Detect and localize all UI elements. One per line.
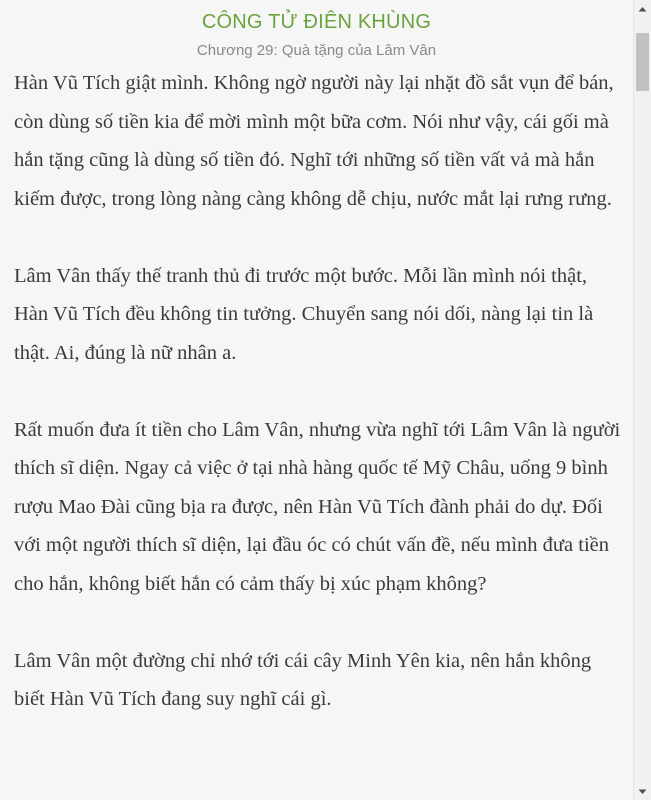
triangle-up-icon bbox=[638, 6, 647, 12]
paragraph: Rất muốn đưa ít tiền cho Lâm Vân, nhưng vừa nghĩ tới Lâm Vân là người thích sĩ diện. Ngay cả việc ở tại nhà hàng quốc tế Mỹ Châu, uống 9 bình rượu Mao Đài cũng bịa ra được, nên Hàn Vũ Tích đành phải do dự. Đối với một người thích sĩ diện, lại đầu óc có chút vấn đề, nếu mình đưa tiền cho hắn, không biết hắn có cảm thấy bị xúc phạm không? bbox=[14, 418, 621, 595]
paragraph: Lâm Vân một đường chỉ nhớ tới cái cây Minh Yên kia, nên hắn không biết Hàn Vũ Tích đang suy nghĩ cái gì. bbox=[14, 649, 592, 710]
scroll-up-button[interactable] bbox=[634, 0, 651, 17]
triangle-down-icon bbox=[638, 789, 647, 795]
chapter-title: Chương 29: Quà tặng của Lâm Vân bbox=[196, 42, 437, 59]
scroll-down-button[interactable] bbox=[634, 783, 651, 800]
book-title[interactable]: CÔNG TỬ ĐIÊN KHÙNG bbox=[201, 11, 432, 33]
scroll-thumb[interactable] bbox=[636, 33, 649, 91]
vertical-scrollbar[interactable] bbox=[633, 0, 651, 800]
paragraph: Lâm Vân thấy thế tranh thủ đi trước một bước. Mỗi lần mình nói thật, Hàn Vũ Tích đều không tin tưởng. Chuyển sang nói dối, nàng lại tin là thật. Ai, đúng là nữ nhân a. bbox=[14, 264, 594, 364]
chapter-content bbox=[14, 64, 626, 757]
paragraph: Hàn Vũ Tích giật mình. Không ngờ người này lại nhặt đồ sắt vụn để bán, còn dùng số tiền kia để mời mình một bữa cơm. Nói như vậy, cái gối mà hắn tặng cũng là dùng số tiền đó. Nghĩ tới những số tiền vất vả mà hắn kiếm được, trong lòng nàng càng không dễ chịu, nước mắt lại rưng rưng. bbox=[14, 72, 614, 210]
